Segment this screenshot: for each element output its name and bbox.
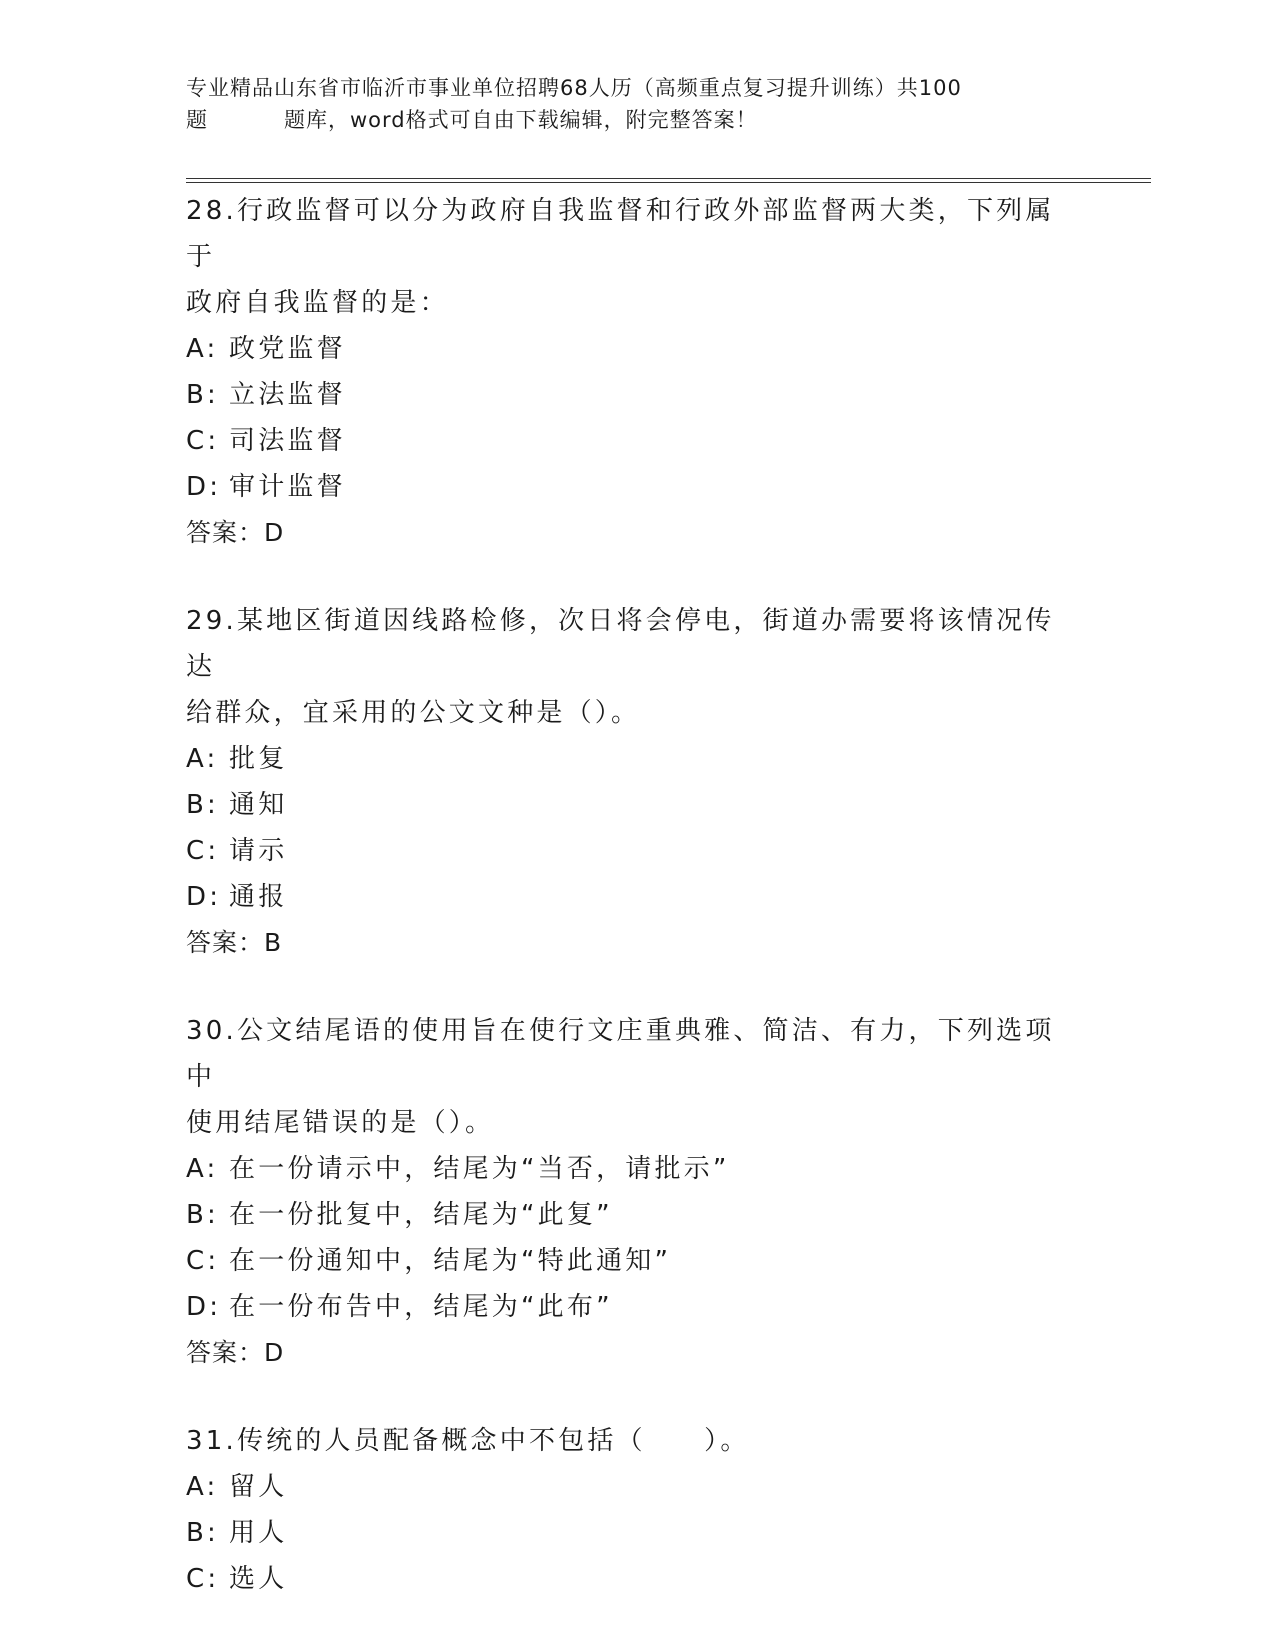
- option-letter: D:: [186, 1292, 222, 1322]
- header-divider-bottom: [186, 182, 1151, 183]
- question-spacer: [186, 556, 1066, 598]
- option-text: 在一份布告中，结尾为“此布”: [229, 1292, 613, 1322]
- option-letter: D:: [186, 882, 222, 912]
- option-text: 通知: [229, 790, 288, 820]
- option-text: 在一份通知中，结尾为“特此通知”: [229, 1246, 672, 1276]
- option-text: 批复: [229, 744, 288, 774]
- option-letter: C:: [186, 1246, 220, 1276]
- header-title-lead: 题: [186, 108, 208, 132]
- option-letter: A:: [186, 1472, 219, 1502]
- option-a: [186, 1146, 1066, 1192]
- header-title-text: 专业精品山东省市临沂市事业单位招聘68人历（高频重点复习提升训练）共100: [186, 76, 962, 100]
- question-stem: 29.某地区街道因线路检修，次日将会停电，街道办需要将该情况传达: [186, 606, 1055, 682]
- option-text: 选人: [229, 1564, 288, 1594]
- header-divider-top: [186, 178, 1151, 179]
- option-b: [186, 1510, 1066, 1556]
- question-30: [186, 1008, 1066, 1376]
- answer-line: 答案：B: [186, 928, 283, 957]
- question-stem: 31.传统的人员配备概念中不包括（ ）。: [186, 1426, 750, 1456]
- option-d: [186, 464, 1066, 510]
- question-stem-continued: 使用结尾错误的是（）。: [186, 1108, 495, 1138]
- option-letter: B:: [186, 380, 219, 410]
- option-c: [186, 828, 1066, 874]
- option-letter: A:: [186, 1154, 219, 1184]
- option-text: 在一份请示中，结尾为“当否，请批示”: [229, 1154, 730, 1184]
- header-line-2: [186, 104, 1086, 136]
- option-c: [186, 1556, 1066, 1602]
- option-a: [186, 736, 1066, 782]
- option-text: 立法监督: [229, 380, 346, 410]
- option-letter: D:: [186, 472, 222, 502]
- option-text: 在一份批复中，结尾为“此复”: [229, 1200, 613, 1230]
- question-stem-continued: 给群众，宜采用的公文文种是（）。: [186, 698, 641, 728]
- option-text: 政党监督: [229, 334, 346, 364]
- option-letter: B:: [186, 790, 219, 820]
- option-letter: A:: [186, 744, 219, 774]
- question-stem-continued: 政府自我监督的是：: [186, 288, 449, 318]
- option-b: [186, 782, 1066, 828]
- answer-line: 答案：D: [186, 518, 285, 547]
- option-text: 审计监督: [229, 472, 346, 502]
- question-29: [186, 598, 1066, 966]
- question-28: [186, 188, 1066, 556]
- option-letter: A:: [186, 334, 219, 364]
- option-d: [186, 874, 1066, 920]
- option-a: [186, 326, 1066, 372]
- option-c: [186, 418, 1066, 464]
- option-b: [186, 372, 1066, 418]
- question-31: [186, 1418, 1066, 1602]
- answer-line: 答案：D: [186, 1338, 285, 1367]
- header-line-1: [186, 72, 1086, 104]
- option-b: [186, 1192, 1066, 1238]
- option-text: 司法监督: [229, 426, 346, 456]
- option-text: 请示: [229, 836, 288, 866]
- question-stem: 28.行政监督可以分为政府自我监督和行政外部监督两大类，下列属于: [186, 196, 1055, 272]
- option-text: 通报: [229, 882, 288, 912]
- document-header: [186, 72, 1086, 136]
- option-c: [186, 1238, 1066, 1284]
- question-spacer: [186, 966, 1066, 1008]
- option-text: 用人: [229, 1518, 288, 1548]
- option-letter: C:: [186, 1564, 220, 1594]
- question-stem: 30.公文结尾语的使用旨在使行文庄重典雅、简洁、有力，下列选项中: [186, 1016, 1055, 1092]
- question-list: [186, 188, 1066, 1602]
- option-letter: C:: [186, 426, 220, 456]
- header-subtitle-text: 题库，word格式可自由下载编辑，附完整答案！: [284, 108, 758, 132]
- option-letter: C:: [186, 836, 220, 866]
- option-letter: B:: [186, 1200, 219, 1230]
- question-spacer: [186, 1376, 1066, 1418]
- option-a: [186, 1464, 1066, 1510]
- option-text: 留人: [229, 1472, 288, 1502]
- option-letter: B:: [186, 1518, 219, 1548]
- option-d: [186, 1284, 1066, 1330]
